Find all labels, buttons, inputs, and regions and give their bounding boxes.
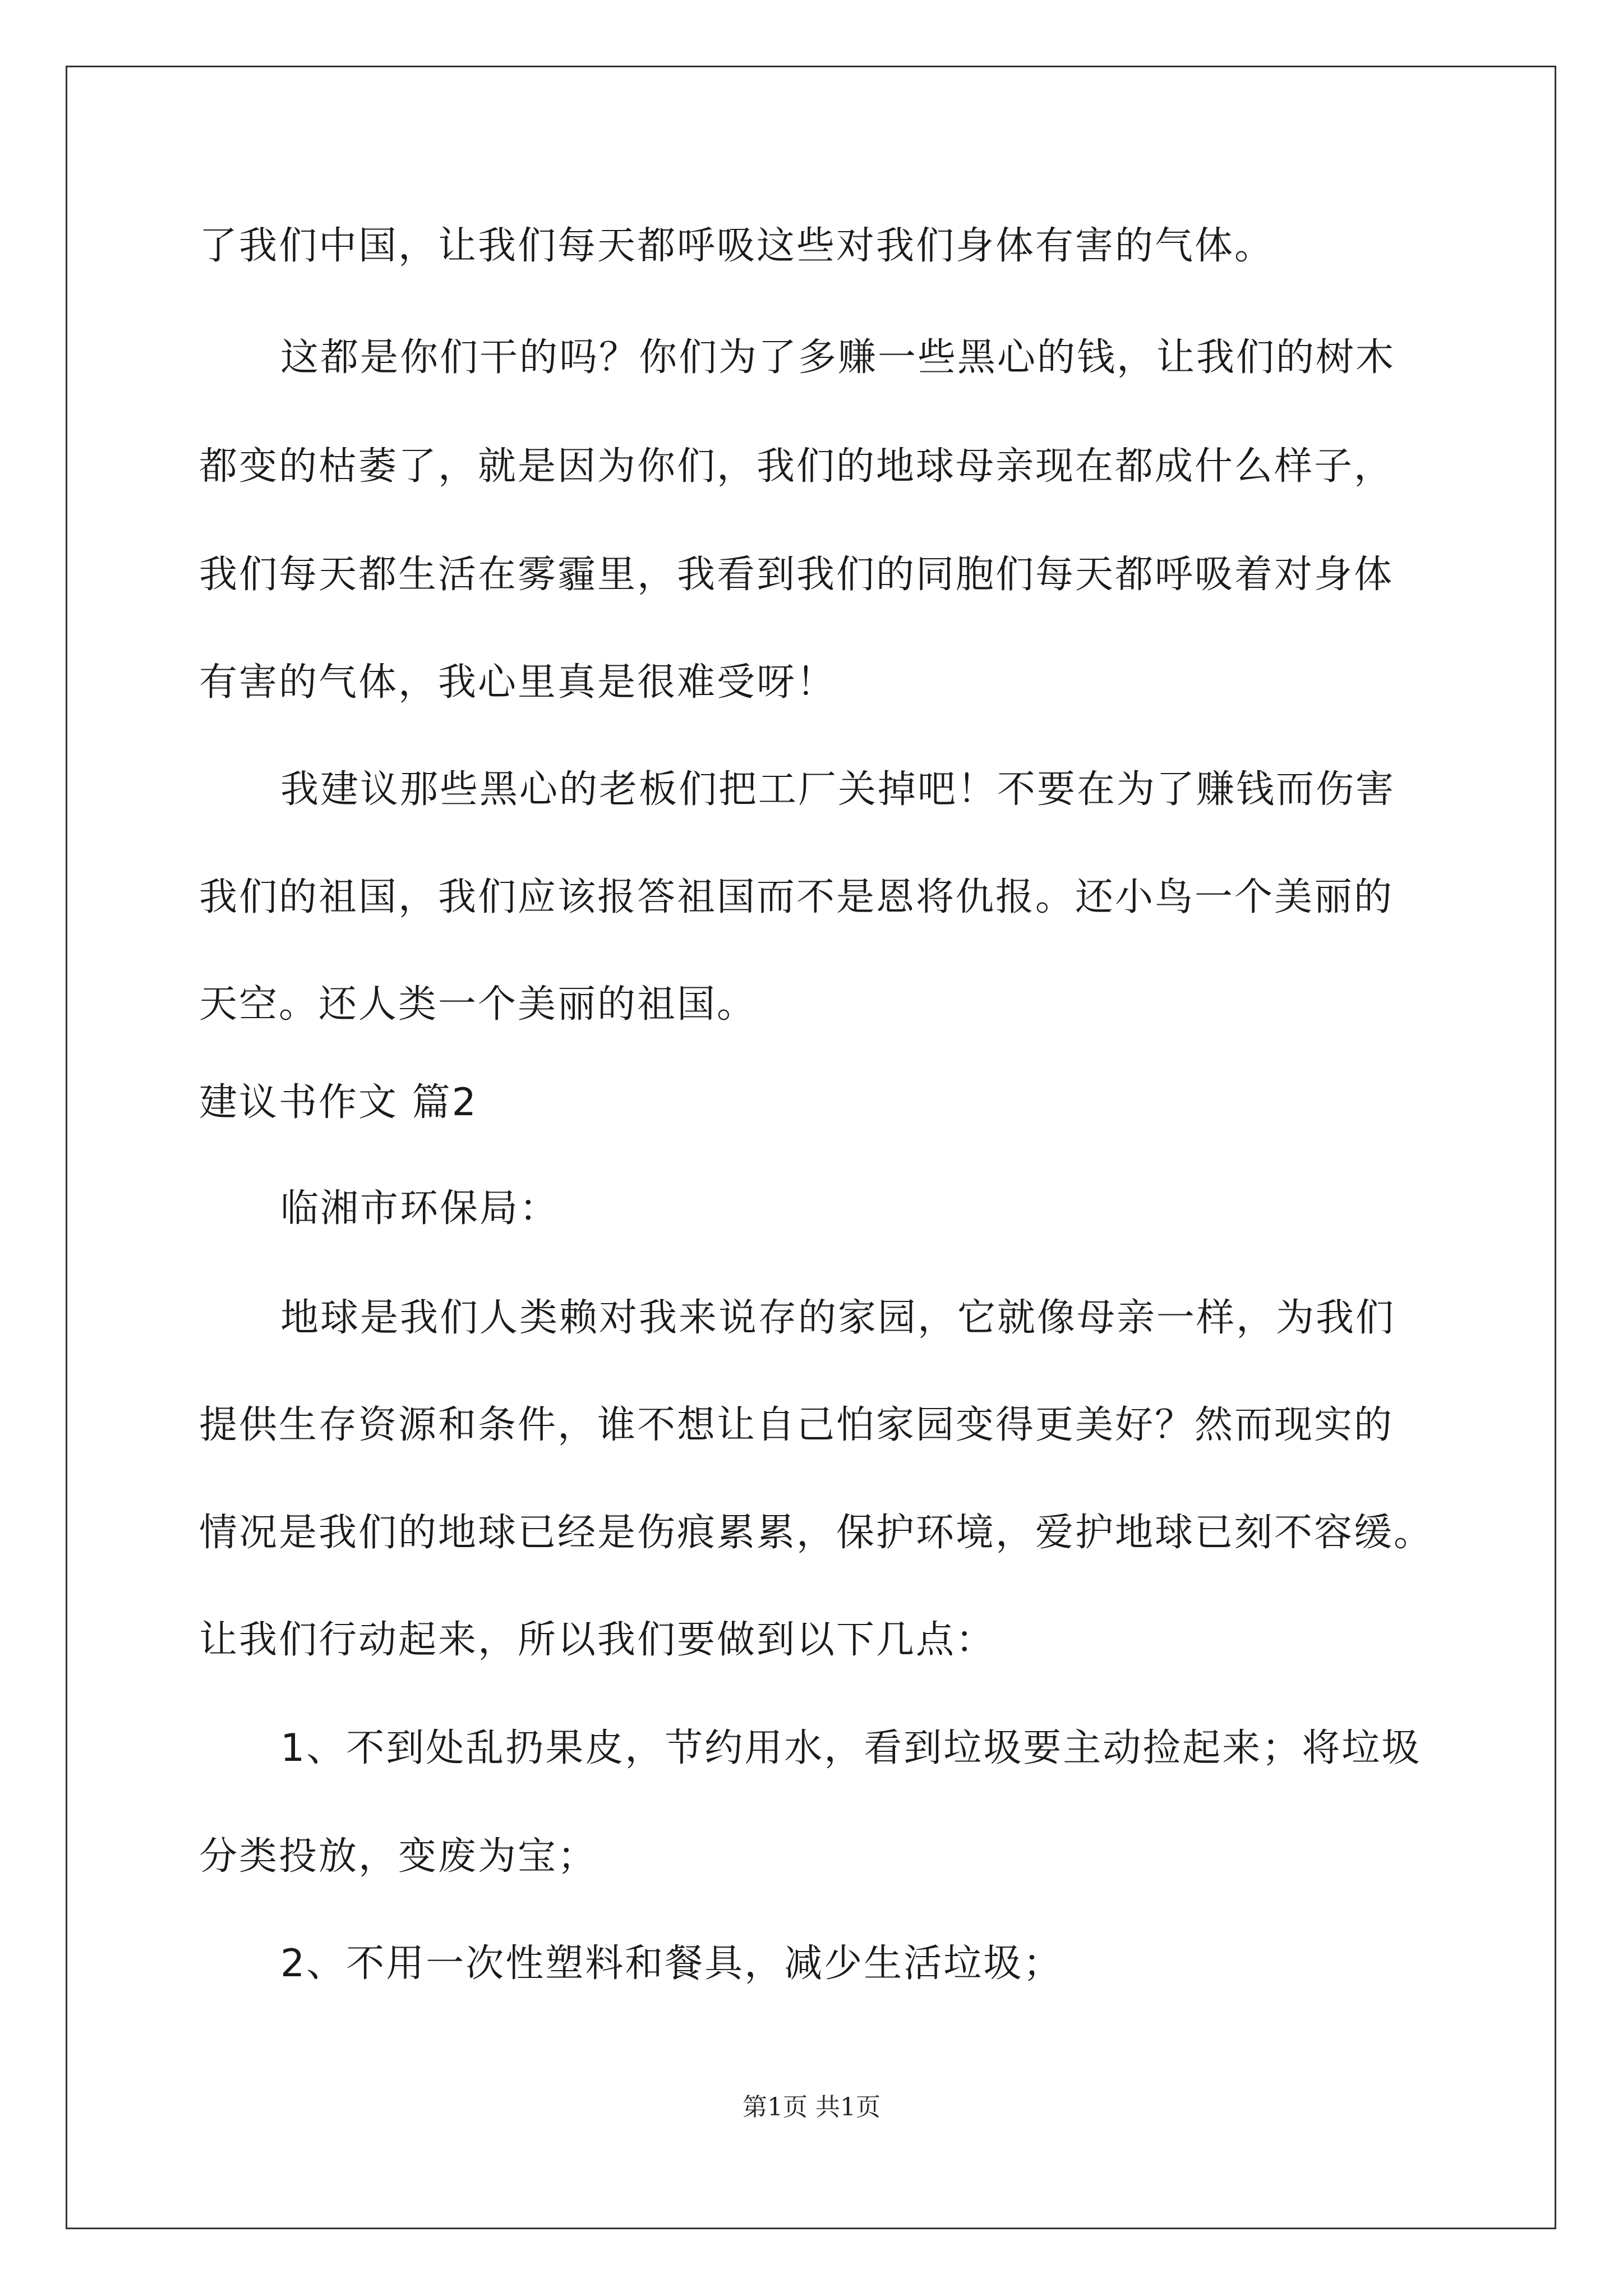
text-line: 让我们行动起来，所以我们要做到以下几点：: [199, 1618, 996, 1662]
text-line: 天空。还人类一个美丽的祖国。: [199, 982, 757, 1027]
list-item: 2、不用一次性塑料和餐具，减少生活垃圾；: [280, 1941, 1063, 1986]
page-border: [66, 66, 1556, 2229]
list-item: 1、不到处乱扔果皮，节约用水，看到垃圾要主动捡起来；将垃圾: [280, 1726, 1422, 1770]
text-line: 了我们中国，让我们每天都呼吸这些对我们身体有害的气体。: [199, 224, 1275, 268]
section-heading: 建议书作文 篇2: [199, 1080, 478, 1125]
salutation: 临湘市环保局：: [280, 1186, 560, 1231]
text-line: 有害的气体，我心里真是很难受呀！: [199, 660, 837, 705]
text-line: 情况是我们的地球已经是伤痕累累，保护环境，爱护地球已刻不容缓。: [199, 1511, 1434, 1555]
paragraph-line: 我建议那些黑心的老板们把工厂关掉吧！不要在为了赚钱而伤害: [280, 767, 1396, 812]
paragraph-line: 地球是我们人类赖对我来说存的家园，它就像母亲一样，为我们: [280, 1296, 1396, 1340]
page-footer: 第1页 共1页: [743, 2093, 880, 2122]
text-line: 分类投放，变废为宝；: [199, 1834, 598, 1879]
paragraph-line: 这都是你们干的吗？你们为了多赚一些黑心的钱，让我们的树木: [280, 335, 1396, 380]
text-line: 都变的枯萎了，就是因为你们，我们的地球母亲现在都成什么样子，: [199, 444, 1394, 489]
text-line: 我们的祖国，我们应该报答祖国而不是恩将仇报。还小鸟一个美丽的: [199, 875, 1394, 919]
text-line: 我们每天都生活在雾霾里，我看到我们的同胞们每天都呼吸着对身体: [199, 553, 1394, 597]
text-line: 提供生存资源和条件，谁不想让自己怕家园变得更美好？然而现实的: [199, 1403, 1394, 1447]
